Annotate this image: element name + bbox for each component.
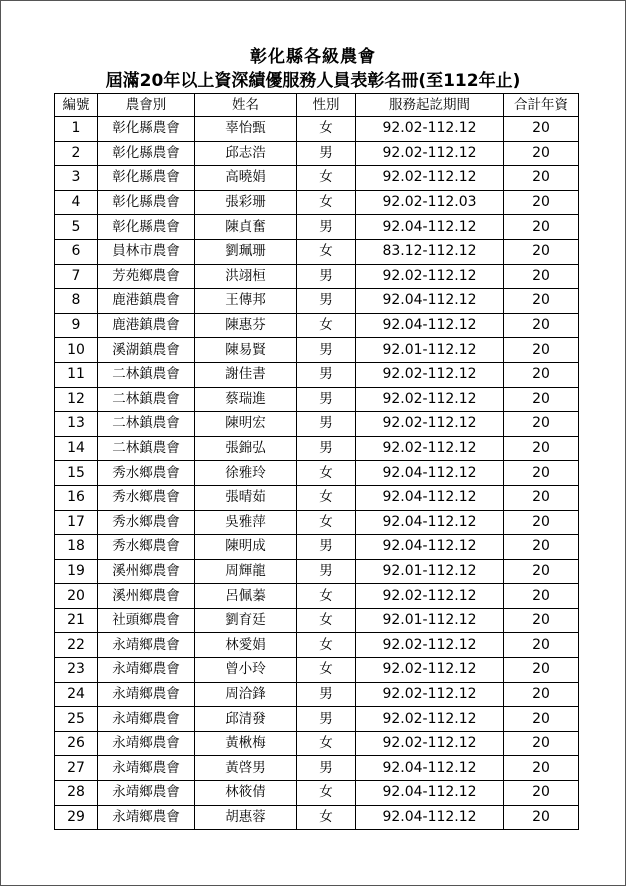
row-number: 13 [55,412,98,437]
row-number: 2 [55,141,98,166]
row-name: 蔡瑞進 [195,387,297,412]
row-service-period: 92.04-112.12 [356,805,504,830]
row-number: 27 [55,756,98,781]
row-gender: 男 [297,559,356,584]
row-association: 彰化縣農會 [98,166,195,191]
row-number: 24 [55,682,98,707]
row-name: 陳明宏 [195,412,297,437]
table-row [55,535,579,560]
row-name: 邱志浩 [195,141,297,166]
row-gender: 女 [297,485,356,510]
table-row [55,387,579,412]
row-association: 溪湖鎮農會 [98,338,195,363]
row-gender: 男 [297,682,356,707]
row-gender: 男 [297,412,356,437]
table-row [55,338,579,363]
row-number: 15 [55,461,98,486]
row-association: 永靖鄉農會 [98,756,195,781]
row-number: 8 [55,289,98,314]
table-row [55,731,579,756]
table-row [55,584,579,609]
row-name: 陳明成 [195,535,297,560]
row-association: 彰化縣農會 [98,117,195,142]
row-association: 溪州鄉農會 [98,559,195,584]
row-association: 永靖鄉農會 [98,781,195,806]
table-row [55,412,579,437]
row-name: 謝佳書 [195,362,297,387]
row-gender: 女 [297,633,356,658]
row-total-years: 20 [504,264,579,289]
table-row [55,141,579,166]
row-service-period: 92.04-112.12 [356,215,504,240]
row-number: 12 [55,387,98,412]
row-number: 22 [55,633,98,658]
row-name: 邱清發 [195,707,297,732]
row-name: 周洽鋒 [195,682,297,707]
row-total-years: 20 [504,190,579,215]
row-service-period: 92.04-112.12 [356,781,504,806]
row-association: 溪州鄉農會 [98,584,195,609]
header-service-period: 服務起訖期間 [356,94,504,117]
row-number: 19 [55,559,98,584]
row-number: 6 [55,239,98,264]
row-gender: 女 [297,584,356,609]
table-row [55,805,579,830]
row-total-years: 20 [504,535,579,560]
row-name: 劉育廷 [195,608,297,633]
row-gender: 女 [297,166,356,191]
row-gender: 女 [297,510,356,535]
row-number: 4 [55,190,98,215]
row-service-period: 92.01-112.12 [356,338,504,363]
row-total-years: 20 [504,338,579,363]
row-number: 23 [55,658,98,683]
row-association: 秀水鄉農會 [98,510,195,535]
row-name: 陳惠芬 [195,313,297,338]
table-row [55,707,579,732]
row-total-years: 20 [504,781,579,806]
row-gender: 男 [297,535,356,560]
row-name: 王傳邦 [195,289,297,314]
row-association: 永靖鄉農會 [98,805,195,830]
row-total-years: 20 [504,289,579,314]
table-row [55,289,579,314]
row-total-years: 20 [504,215,579,240]
table-row [55,682,579,707]
table-row [55,264,579,289]
row-number: 1 [55,117,98,142]
row-gender: 女 [297,461,356,486]
row-name: 張彩珊 [195,190,297,215]
row-association: 二林鎮農會 [98,387,195,412]
row-service-period: 92.02-112.12 [356,436,504,461]
row-service-period: 92.02-112.12 [356,658,504,683]
row-gender: 男 [297,362,356,387]
row-service-period: 92.01-112.12 [356,559,504,584]
row-total-years: 20 [504,633,579,658]
row-association: 員林市農會 [98,239,195,264]
table-row [55,190,579,215]
row-service-period: 92.02-112.12 [356,362,504,387]
row-total-years: 20 [504,731,579,756]
row-service-period: 83.12-112.12 [356,239,504,264]
row-service-period: 92.02-112.12 [356,117,504,142]
row-gender: 女 [297,117,356,142]
row-total-years: 20 [504,239,579,264]
row-association: 二林鎮農會 [98,436,195,461]
header-gender: 性別 [297,94,356,117]
table-row [55,485,579,510]
row-gender: 女 [297,190,356,215]
row-association: 永靖鄉農會 [98,633,195,658]
row-service-period: 92.04-112.12 [356,535,504,560]
row-name: 陳易賢 [195,338,297,363]
table-row [55,756,579,781]
row-gender: 男 [297,756,356,781]
row-name: 黃啓男 [195,756,297,781]
table-header-row [55,94,579,117]
row-association: 二林鎮農會 [98,362,195,387]
row-service-period: 92.02-112.12 [356,707,504,732]
table-row [55,313,579,338]
row-total-years: 20 [504,584,579,609]
header-association: 農會別 [98,94,195,117]
row-total-years: 20 [504,756,579,781]
row-association: 芳苑鄉農會 [98,264,195,289]
row-total-years: 20 [504,313,579,338]
row-total-years: 20 [504,387,579,412]
row-gender: 女 [297,781,356,806]
row-number: 10 [55,338,98,363]
row-gender: 男 [297,338,356,363]
row-name: 林愛娟 [195,633,297,658]
row-association: 彰化縣農會 [98,190,195,215]
row-service-period: 92.02-112.12 [356,584,504,609]
row-number: 7 [55,264,98,289]
row-service-period: 92.02-112.12 [356,412,504,437]
row-number: 17 [55,510,98,535]
row-name: 黃楸梅 [195,731,297,756]
row-number: 20 [55,584,98,609]
row-association: 彰化縣農會 [98,141,195,166]
row-name: 林筱倩 [195,781,297,806]
row-total-years: 20 [504,805,579,830]
row-service-period: 92.04-112.12 [356,756,504,781]
row-number: 16 [55,485,98,510]
row-service-period: 92.04-112.12 [356,485,504,510]
row-total-years: 20 [504,166,579,191]
row-total-years: 20 [504,412,579,437]
row-total-years: 20 [504,510,579,535]
row-association: 社頭鄉農會 [98,608,195,633]
table-row [55,461,579,486]
document-title: 彰化縣各級農會 [250,47,376,67]
row-name: 辜怡甄 [195,117,297,142]
row-association: 鹿港鎮農會 [98,289,195,314]
row-number: 25 [55,707,98,732]
row-gender: 女 [297,658,356,683]
table-body [55,117,579,830]
row-service-period: 92.04-112.12 [356,289,504,314]
row-association: 秀水鄉農會 [98,535,195,560]
row-name: 張晴茹 [195,485,297,510]
table-row [55,608,579,633]
row-gender: 女 [297,313,356,338]
table-row [55,781,579,806]
row-service-period: 92.02-112.12 [356,731,504,756]
row-gender: 女 [297,731,356,756]
table-row [55,633,579,658]
row-name: 陳貞奮 [195,215,297,240]
row-association: 永靖鄉農會 [98,658,195,683]
table-row [55,362,579,387]
row-association: 鹿港鎮農會 [98,313,195,338]
table-row [55,239,579,264]
staff-roster-table [54,93,579,830]
row-name: 呂佩蓁 [195,584,297,609]
row-service-period: 92.04-112.12 [356,510,504,535]
row-name: 洪翊桓 [195,264,297,289]
row-name: 周輝龍 [195,559,297,584]
row-association: 二林鎮農會 [98,412,195,437]
row-name: 徐雅玲 [195,461,297,486]
row-number: 28 [55,781,98,806]
row-gender: 男 [297,215,356,240]
row-gender: 女 [297,239,356,264]
table-row [55,117,579,142]
row-number: 9 [55,313,98,338]
row-total-years: 20 [504,707,579,732]
row-name: 劉珮珊 [195,239,297,264]
row-association: 永靖鄉農會 [98,731,195,756]
table-row [55,510,579,535]
row-gender: 男 [297,289,356,314]
document-subtitle: 屆滿20年以上資深績優服務人員表彰名冊(至112年止) [105,71,521,91]
row-service-period: 92.02-112.12 [356,264,504,289]
table-row [55,559,579,584]
row-gender: 女 [297,608,356,633]
table-row [55,658,579,683]
row-total-years: 20 [504,682,579,707]
row-total-years: 20 [504,461,579,486]
header-name: 姓名 [195,94,297,117]
row-gender: 女 [297,805,356,830]
row-association: 永靖鄉農會 [98,682,195,707]
row-gender: 男 [297,436,356,461]
row-association: 永靖鄉農會 [98,707,195,732]
row-number: 21 [55,608,98,633]
row-total-years: 20 [504,658,579,683]
table-row [55,166,579,191]
row-name: 吳雅萍 [195,510,297,535]
row-number: 26 [55,731,98,756]
row-total-years: 20 [504,436,579,461]
row-gender: 男 [297,387,356,412]
row-name: 張錦弘 [195,436,297,461]
row-association: 秀水鄉農會 [98,461,195,486]
row-number: 14 [55,436,98,461]
row-number: 18 [55,535,98,560]
row-name: 高曉娟 [195,166,297,191]
row-service-period: 92.04-112.12 [356,461,504,486]
row-total-years: 20 [504,362,579,387]
row-service-period: 92.02-112.12 [356,166,504,191]
row-service-period: 92.02-112.12 [356,682,504,707]
row-service-period: 92.02-112.03 [356,190,504,215]
row-number: 29 [55,805,98,830]
row-total-years: 20 [504,608,579,633]
row-gender: 男 [297,264,356,289]
row-total-years: 20 [504,117,579,142]
row-service-period: 92.02-112.12 [356,633,504,658]
row-service-period: 92.02-112.12 [356,141,504,166]
header-number: 編號 [55,94,98,117]
row-total-years: 20 [504,559,579,584]
row-service-period: 92.02-112.12 [356,387,504,412]
table-row [55,436,579,461]
row-number: 5 [55,215,98,240]
table-row [55,215,579,240]
header-total-years: 合計年資 [504,94,579,117]
row-total-years: 20 [504,141,579,166]
row-gender: 男 [297,707,356,732]
row-service-period: 92.04-112.12 [356,313,504,338]
row-gender: 男 [297,141,356,166]
row-association: 彰化縣農會 [98,215,195,240]
row-service-period: 92.01-112.12 [356,608,504,633]
row-name: 胡惠蓉 [195,805,297,830]
row-association: 秀水鄉農會 [98,485,195,510]
row-name: 曾小玲 [195,658,297,683]
row-total-years: 20 [504,485,579,510]
row-number: 3 [55,166,98,191]
row-number: 11 [55,362,98,387]
